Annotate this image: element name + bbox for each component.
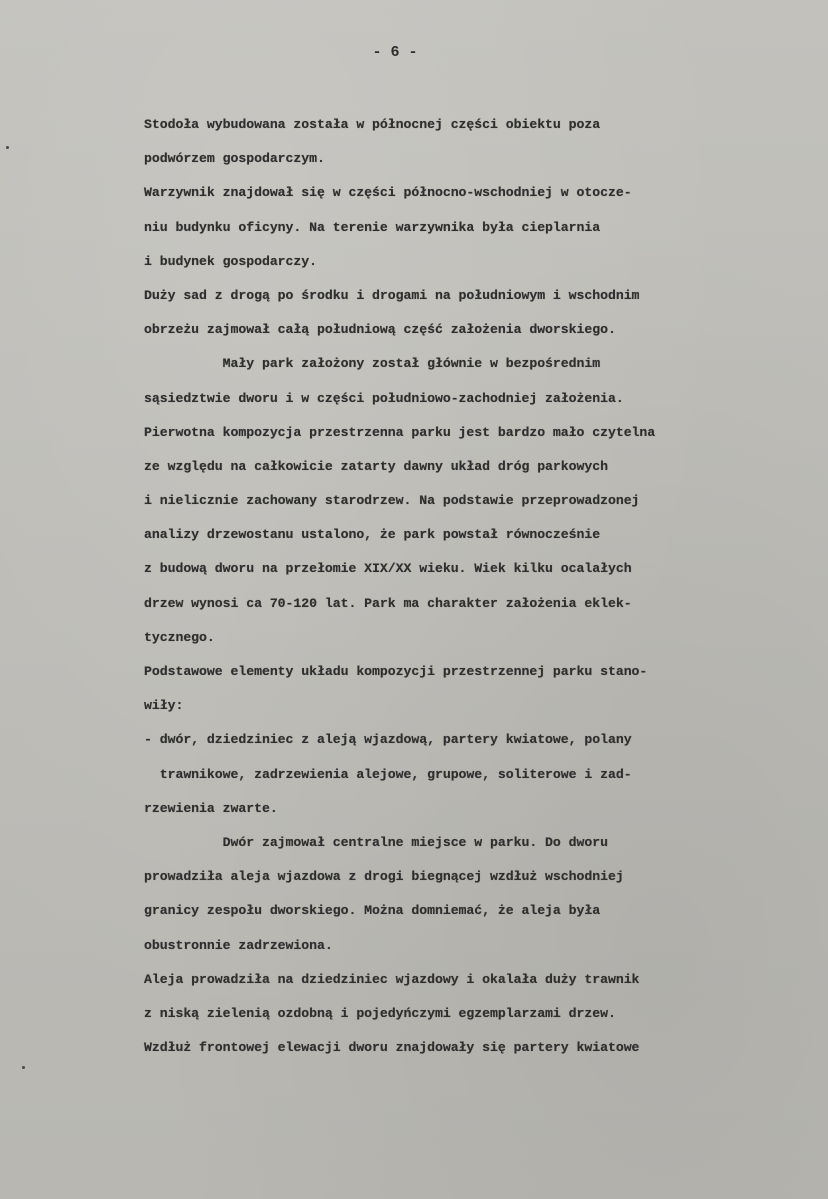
text-line: granicy zespołu dworskiego. Można domniemać, że aleja była <box>144 903 601 919</box>
text-line: obrzeżu zajmował całą południową część założenia dworskiego. <box>144 322 616 338</box>
text-line: prowadziła aleja wjazdowa z drogi biegnącej wzdłuż wschodniej <box>144 869 624 885</box>
text-line: sąsiedztwie dworu i w części południowo-zachodniej założenia. <box>144 390 624 406</box>
text-line: Aleja prowadziła na dziedziniec wjazdowy i okalała duży trawnik <box>144 971 640 987</box>
text-line: - dwór, dziedziniec z aleją wjazdową, partery kwiatowe, polany <box>144 732 632 748</box>
paper-speck <box>22 1066 25 1069</box>
text-line: ze względu na całkowicie zatarty dawny układ dróg parkowych <box>144 458 608 474</box>
text-line: obustronnie zadrzewiona. <box>144 937 333 953</box>
text-line: Duży sad z drogą po środku i drogami na południowym i wschodnim <box>144 287 640 303</box>
text-line: analizy drzewostanu ustalono, że park powstał równocześnie <box>144 527 601 543</box>
text-line: trawnikowe, zadrzewienia alejowe, grupowe, soliterowe i zad- <box>144 766 632 782</box>
text-line: i nielicznie zachowany starodrzew. Na podstawie przeprowadzonej <box>144 493 640 509</box>
paper-speck <box>6 146 9 149</box>
body-text <box>144 108 804 1065</box>
text-line: Mały park założony został głównie w bezpośrednim <box>144 356 601 372</box>
text-line: Warzywnik znajdował się w części północno-wschodniej w otocze- <box>144 185 632 201</box>
text-line: podwórzem gospodarczym. <box>144 151 325 167</box>
text-line: i budynek gospodarczy. <box>144 253 318 269</box>
text-line: wiły: <box>144 698 184 714</box>
text-line: z niską zielenią ozdobną i pojedyńczymi egzemplarzami drzew. <box>144 1005 616 1021</box>
text-line: rzewienia zwarte. <box>144 800 278 816</box>
text-line: Pierwotna kompozycja przestrzenna parku jest bardzo mało czytelna <box>144 424 656 440</box>
text-line: Wzdłuż frontowej elewacji dworu znajdowały się partery kwiatowe <box>144 1040 640 1056</box>
text-line: niu budynku oficyny. Na terenie warzywnika była cieplarnia <box>144 219 601 235</box>
text-line: tycznego. <box>144 629 215 645</box>
text-line: drzew wynosi ca 70-120 lat. Park ma charakter założenia eklek- <box>144 595 632 611</box>
text-line: Dwór zajmował centralne miejsce w parku. Do dworu <box>144 834 608 850</box>
page-number: - 6 - <box>372 44 418 61</box>
text-line: z budową dworu na przełomie XIX/XX wieku. Wiek kilku ocalałych <box>144 561 632 577</box>
text-line: Podstawowe elementy układu kompozycji przestrzennej parku stano- <box>144 664 648 679</box>
text-line: Stodoła wybudowana została w północnej części obiektu poza <box>144 117 601 132</box>
